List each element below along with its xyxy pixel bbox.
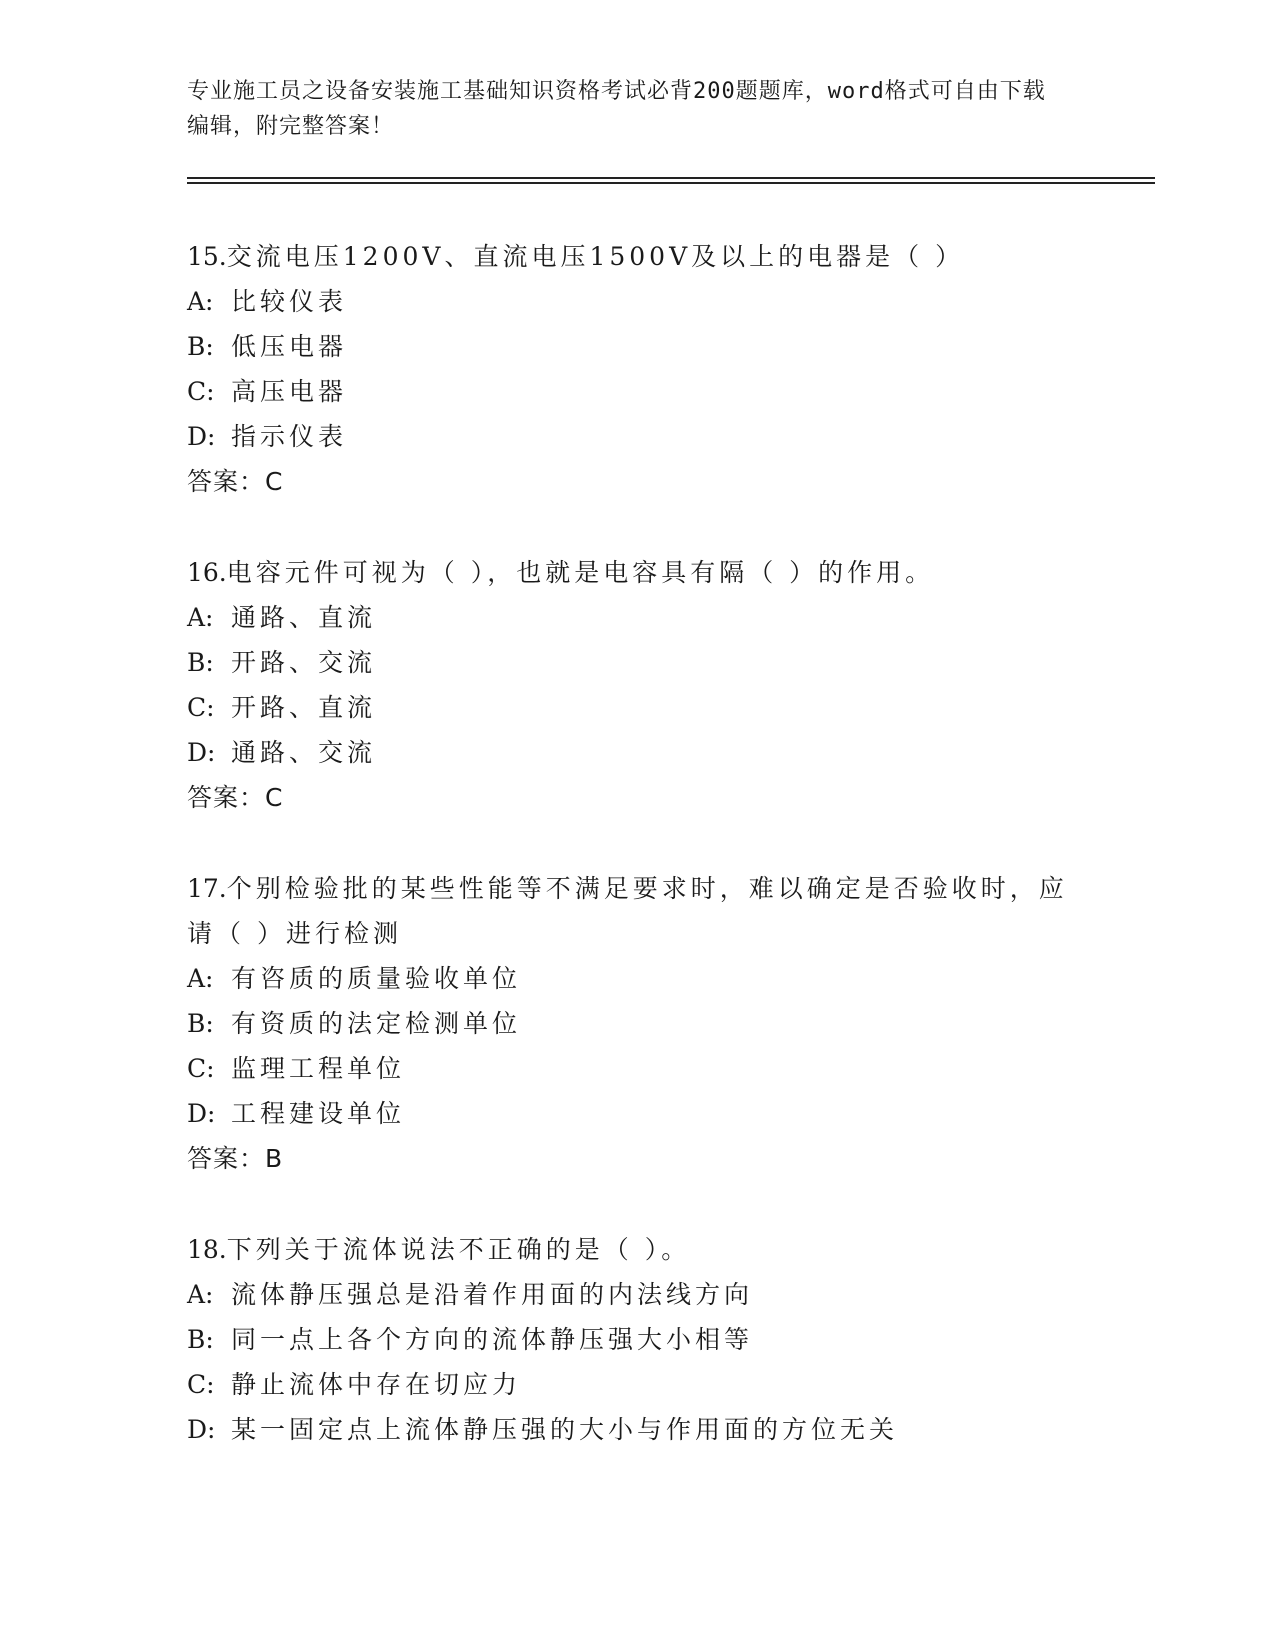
option-text: 工程建设单位 xyxy=(231,1099,406,1128)
option-b xyxy=(187,640,1087,685)
answer-line: 答案：C xyxy=(187,783,284,812)
question-number: 16. xyxy=(187,558,227,587)
option-key: C: xyxy=(187,1370,215,1399)
option-key: D: xyxy=(187,1099,216,1128)
option-text: 高压电器 xyxy=(231,377,348,406)
question-15 xyxy=(187,234,1087,505)
option-text: 比较仪表 xyxy=(231,287,348,316)
document-header: 专业施工员之设备安装施工基础知识资格考试必背200题题库，word格式可自由下载编辑，附完整答案！ xyxy=(187,79,1046,139)
option-d xyxy=(187,1407,1087,1452)
option-key: D: xyxy=(187,422,216,451)
option-key: D: xyxy=(187,738,216,767)
option-key: B: xyxy=(187,1325,214,1354)
option-key: A: xyxy=(187,603,214,632)
option-a xyxy=(187,956,1087,1001)
header-divider-top xyxy=(187,177,1155,179)
question-stem xyxy=(187,866,1087,956)
option-key: B: xyxy=(187,1009,214,1038)
option-c xyxy=(187,1046,1087,1091)
option-text: 指示仪表 xyxy=(231,422,348,451)
question-stem xyxy=(187,234,1087,279)
option-text: 同一点上各个方向的流体静压强大小相等 xyxy=(231,1325,754,1354)
question-number: 15. xyxy=(187,242,227,271)
answer-line: 答案：C xyxy=(187,467,284,496)
option-d xyxy=(187,730,1087,775)
option-b xyxy=(187,1317,1087,1362)
option-c xyxy=(187,685,1087,730)
option-text: 通路、直流 xyxy=(231,603,377,632)
question-stem xyxy=(187,550,1087,595)
option-key: D: xyxy=(187,1415,216,1444)
option-b xyxy=(187,1001,1087,1046)
option-a xyxy=(187,1272,1087,1317)
option-text: 开路、直流 xyxy=(231,693,377,722)
question-number: 17. xyxy=(187,874,227,903)
header-divider-bottom xyxy=(187,182,1155,184)
option-text: 开路、交流 xyxy=(231,648,377,677)
option-a xyxy=(187,279,1087,324)
option-a xyxy=(187,595,1087,640)
question-17 xyxy=(187,866,1087,1182)
option-text: 低压电器 xyxy=(231,332,348,361)
option-text: 有咨质的质量验收单位 xyxy=(231,964,522,993)
question-text: 个别检验批的某些性能等不满足要求时，难以确定是否验收时，应请（ ）进行检测 xyxy=(187,874,1068,948)
option-key: C: xyxy=(187,377,215,406)
answer-line: 答案：B xyxy=(187,1144,284,1173)
option-key: B: xyxy=(187,332,214,361)
option-text: 通路、交流 xyxy=(231,738,377,767)
option-key: C: xyxy=(187,693,215,722)
question-text: 电容元件可视为（ ），也就是电容具有隔（ ）的作用。 xyxy=(226,558,935,587)
question-list xyxy=(187,234,1087,1497)
question-text: 下列关于流体说法不正确的是（ ）。 xyxy=(226,1235,691,1264)
option-key: A: xyxy=(187,287,214,316)
option-c xyxy=(187,369,1087,414)
option-d xyxy=(187,414,1087,459)
option-key: B: xyxy=(187,648,214,677)
option-d xyxy=(187,1091,1087,1136)
option-key: A: xyxy=(187,1280,214,1309)
question-stem xyxy=(187,1227,1087,1272)
option-text: 流体静压强总是沿着作用面的内法线方向 xyxy=(231,1280,754,1309)
question-16 xyxy=(187,550,1087,821)
option-text: 静止流体中存在切应力 xyxy=(231,1370,522,1399)
question-text: 交流电压1200V、直流电压1500V及以上的电器是（ ） xyxy=(226,242,965,271)
option-key: C: xyxy=(187,1054,215,1083)
question-number: 18. xyxy=(187,1235,227,1264)
question-18 xyxy=(187,1227,1087,1452)
option-b xyxy=(187,324,1087,369)
option-c xyxy=(187,1362,1087,1407)
option-text: 监理工程单位 xyxy=(231,1054,406,1083)
option-text: 某一固定点上流体静压强的大小与作用面的方位无关 xyxy=(231,1415,899,1444)
option-text: 有资质的法定检测单位 xyxy=(231,1009,522,1038)
option-key: A: xyxy=(187,964,214,993)
